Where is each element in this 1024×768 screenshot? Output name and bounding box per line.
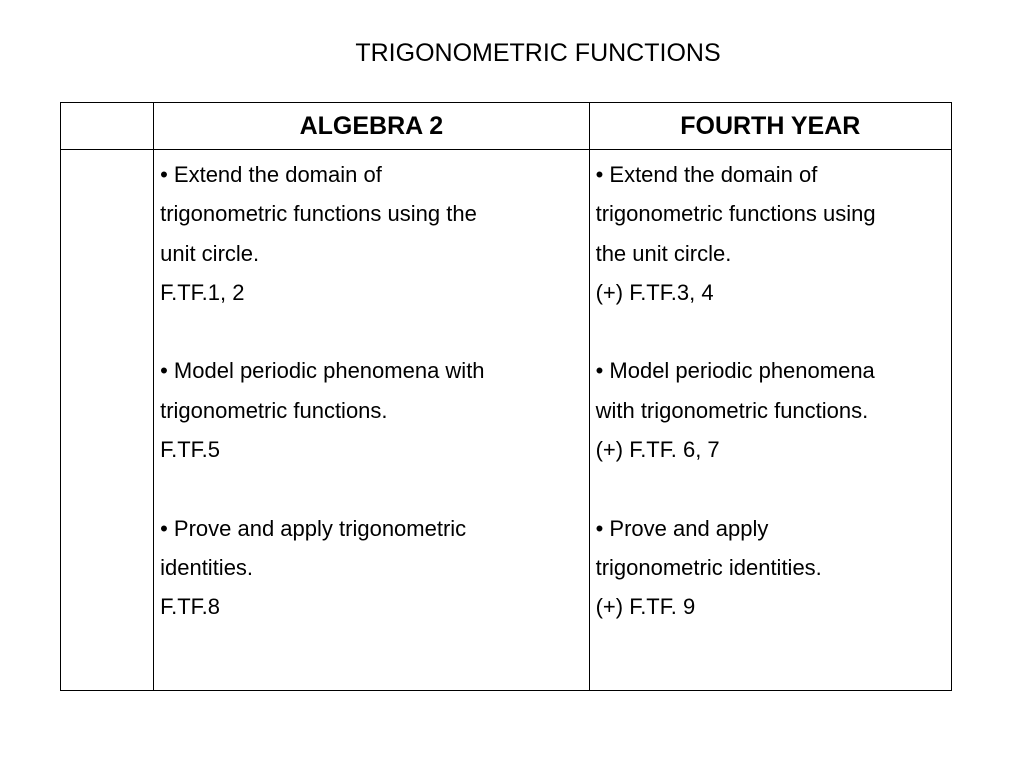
table-header-row bbox=[61, 103, 952, 150]
standards-table bbox=[60, 102, 952, 691]
standard-text-line: • Model periodic phenomena bbox=[595, 358, 875, 384]
standard-code: (+) F.TF.3, 4 bbox=[595, 279, 714, 305]
column-header-fourth-year: FOURTH YEAR bbox=[589, 103, 951, 150]
standard-code: F.TF.8 bbox=[160, 594, 220, 620]
standard-block-extend-domain bbox=[160, 155, 582, 312]
slide-title: TRIGONOMETRIC FUNCTIONS bbox=[355, 39, 721, 67]
standard-text-line: trigonometric functions using the bbox=[160, 201, 477, 227]
standard-code: (+) F.TF. 6, 7 bbox=[595, 437, 720, 463]
standard-block-prove-identities bbox=[160, 509, 582, 627]
standard-text-line: • Extend the domain of bbox=[595, 162, 818, 187]
column-header-algebra-2: ALGEBRA 2 bbox=[154, 103, 589, 150]
standard-text-line: • Extend the domain of bbox=[160, 162, 382, 187]
standard-text-line: with trigonometric functions. bbox=[595, 397, 869, 423]
fourth-year-content bbox=[589, 150, 951, 691]
standard-text-line: the unit circle. bbox=[595, 240, 732, 266]
standard-text-line: trigonometric functions using bbox=[595, 201, 876, 227]
corner-cell bbox=[61, 103, 154, 150]
table-row bbox=[61, 150, 952, 691]
standard-block-extend-domain bbox=[596, 155, 945, 312]
algebra-2-content bbox=[154, 150, 589, 691]
standard-text-line: • Prove and apply trigonometric bbox=[160, 515, 467, 541]
standard-block-model-periodic bbox=[596, 351, 945, 469]
standard-text-line: • Model periodic phenomena with bbox=[160, 358, 485, 384]
standard-block-model-periodic bbox=[160, 351, 582, 469]
standard-text-line: identities. bbox=[160, 554, 254, 580]
standard-code: F.TF.5 bbox=[160, 437, 220, 463]
standard-code: F.TF.1, 2 bbox=[160, 279, 245, 305]
standard-text-line: • Prove and apply bbox=[595, 515, 769, 541]
standard-text-line: trigonometric identities. bbox=[595, 554, 822, 580]
standard-block-prove-identities bbox=[596, 509, 945, 627]
standard-text-line: unit circle. bbox=[160, 240, 260, 266]
side-label-cell bbox=[61, 150, 154, 691]
standard-code: (+) F.TF. 9 bbox=[595, 594, 696, 620]
standard-text-line: trigonometric functions. bbox=[160, 397, 388, 423]
